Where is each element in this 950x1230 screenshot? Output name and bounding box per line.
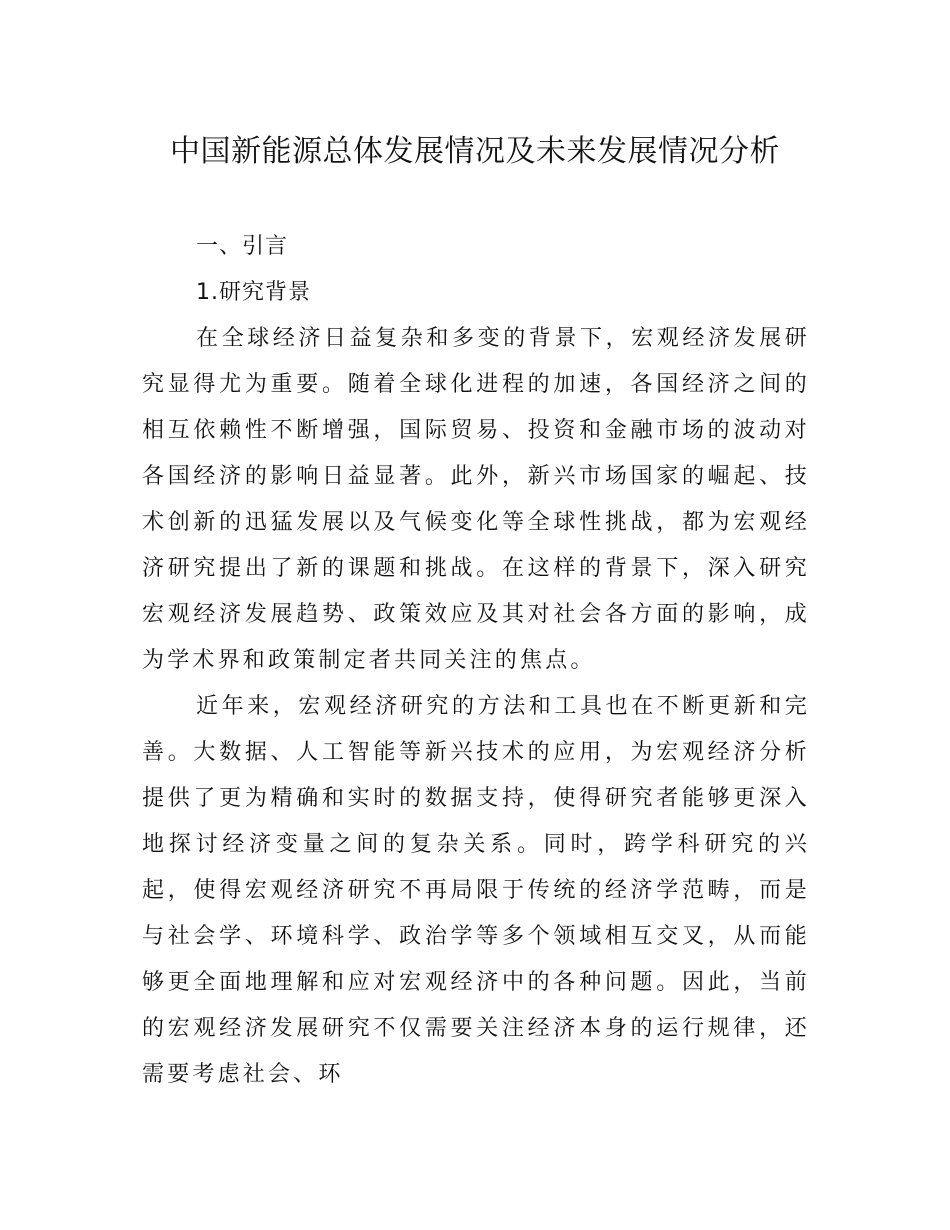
document-title: 中国新能源总体发展情况及未来发展情况分析 (170, 134, 780, 170)
body-paragraph-methods: 近年来，宏观经济研究的方法和工具也在不断更新和完善。大数据、人工智能等新兴技术的应用，为宏观经济分析提供了更为精确和实时的数据支持，使得研究者能够更深入地探讨经济变量之间的复杂关系。同时，跨学科研究的兴起，使得宏观经济研究不再局限于传统的经济学范畴，而是与社会学、环境科学、政治学等多个领域相互交叉，从而能够更全面地理解和应对宏观经济中的各种问题。因此，当前的宏观经济发展研究不仅需要关注经济本身的运行规律，还需要考虑社会、环 (142, 694, 810, 1087)
subsection-heading: 1.研究背景 (196, 280, 311, 305)
document-body (142, 224, 810, 1098)
section-heading: 一、引言 (196, 234, 289, 259)
body-paragraph-background: 在全球经济日益复杂和多变的背景下，宏观经济发展研究显得尤为重要。随着全球化进程的加速，各国经济之间的相互依赖性不断增强，国际贸易、投资和金融市场的波动对各国经济的影响日益显著。此外，新兴市场国家的崛起、技术创新的迅猛发展以及气候变化等全球性挑战，都为宏观经济研究提出了新的课题和挑战。在这样的背景下，深入研究宏观经济发展趋势、政策效应及其对社会各方面的影响，成为学术界和政策制定者共同关注的焦点。 (142, 326, 810, 673)
